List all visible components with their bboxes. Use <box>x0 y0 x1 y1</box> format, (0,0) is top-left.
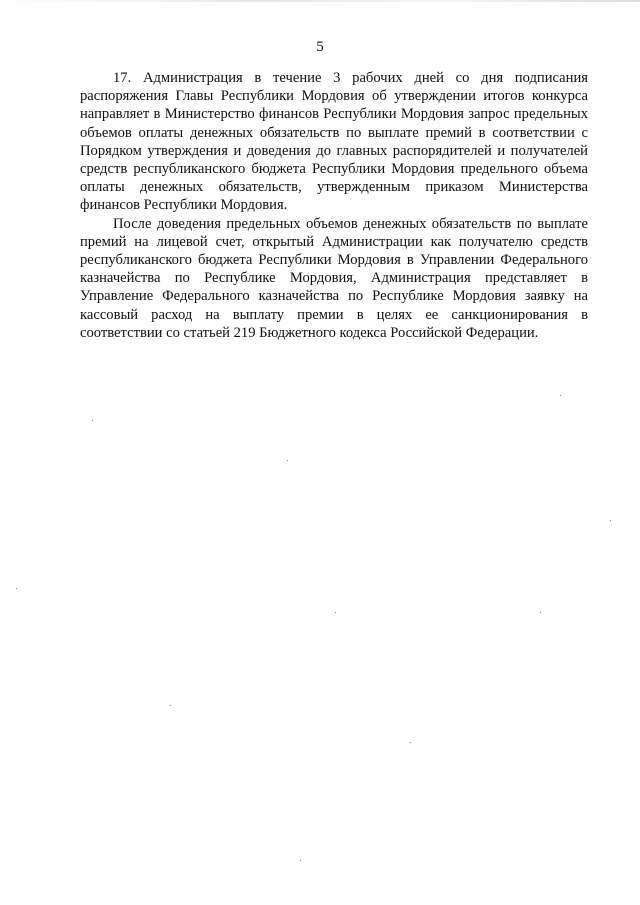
scan-edge <box>0 0 640 2</box>
scan-speck <box>560 395 561 396</box>
scan-speck <box>410 742 411 743</box>
paragraph-after-limits: После доведения предельных объемов денежных обязательств по выплате премий на лицевой счет, открытый Администрации как получателю средств республиканского бюджета Республики Мордовия в Управлении Федерального казначейства по Республике Мордовия, Администрация представляет в Управление Федерального казначейства по Республике Мордовия заявку на кассовый расход на выплату премии в целях ее санкционирования в соответствии со статьей 219 Бюджетного кодекса Российской Федерации. <box>80 215 588 341</box>
scan-speck <box>16 588 17 589</box>
scan-speck <box>92 420 93 421</box>
scan-speck <box>170 705 171 706</box>
document-body <box>80 69 588 342</box>
scan-speck <box>300 860 301 861</box>
scan-speck <box>335 612 336 613</box>
page-number: 5 <box>316 39 324 55</box>
scan-speck <box>610 520 611 521</box>
scan-speck <box>540 612 541 613</box>
paragraph-17: 17. Администрация в течение 3 рабочих дней со дня подписания распоряжения Главы Республики Мордовия об утверждении итогов конкурса направляет в Министерство финансов Республики Мордовия запрос предельных объемов оплаты денежных обязательств по выплате премий в соответствии с Порядком утверждения и доведения до главных распорядителей и получателей средств республиканского бюджета Республики Мордовия предельного объема оплаты денежных обязательств, утвержденным приказом Министерства финансов Республики Мордовия. <box>80 70 588 214</box>
scan-speck <box>287 460 288 461</box>
